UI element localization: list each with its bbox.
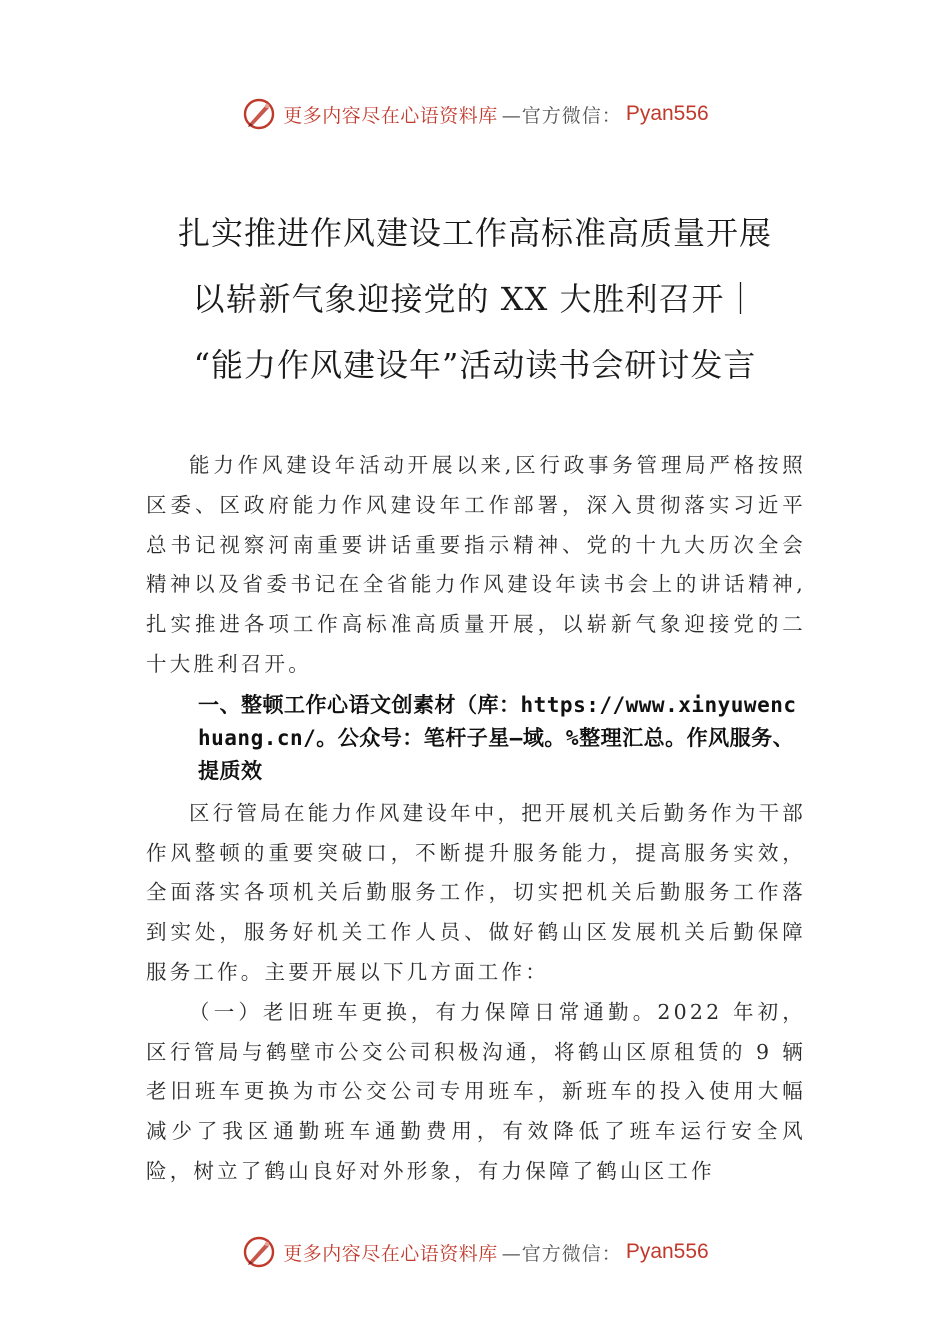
document-title xyxy=(120,200,830,398)
pen-circle-logo-icon xyxy=(241,96,277,132)
section-heading-1: 一、整顿工作心语文创素材（库：https://www.xinyuwenchuang.cn/。公众号：笔杆子星—域。%整理汇总。作风服务、提质效 xyxy=(198,692,797,783)
banner-separator: —官方微信： xyxy=(501,1242,622,1265)
pen-circle-logo-icon xyxy=(241,1234,277,1270)
banner-account: Pyan556 xyxy=(625,1240,709,1263)
banner-text: 更多内容尽在心语资料库 xyxy=(283,104,498,127)
item-1-paragraph: （一）老旧班车更换，有力保障日常通勤。2022 年初，区行管局与鹤壁市公交公司积极沟通，将鹤山区原租赁的 9 辆老旧班车更换为市公交公司专用班车，新班车的投入使用大幅减少了我区通勤班车通勤费用，有效降低了班车运行安全风险，树立了鹤山良好对外形象，有力保障了鹤山区工作 xyxy=(146,999,806,1183)
document-body xyxy=(146,446,806,1192)
title-line-1: 扎实推进作风建设工作高标准高质量开展 xyxy=(177,214,772,252)
banner-separator: —官方微信： xyxy=(501,104,622,127)
title-line-3: “能力作风建设年”活动读书会研讨发言 xyxy=(193,346,757,384)
banner-text: 更多内容尽在心语资料库 xyxy=(283,1242,498,1265)
title-line-2: 以崭新气象迎接党的 XX 大胜利召开｜ xyxy=(192,280,758,318)
banner-account: Pyan556 xyxy=(625,102,709,125)
footer-banner[interactable] xyxy=(0,1232,950,1272)
header-banner[interactable] xyxy=(0,94,950,134)
intro-paragraph: 能力作风建设年活动开展以来,区行政事务管理局严格按照区委、区政府能力作风建设年工作部署，深入贯彻落实习近平总书记视察河南重要讲话重要指示精神、党的十九大历次全会精神以及省委书记在全省能力作风建设年读书会上的讲话精神,扎实推进各项工作高标准高质量开展，以崭新气象迎接党的二十大胜利召开。 xyxy=(146,453,806,676)
section-1-paragraph: 区行管局在能力作风建设年中，把开展机关后勤务作为干部作风整顿的重要突破口，不断提升服务能力，提高服务实效，全面落实各项机关后勤服务工作，切实把机关后勤服务工作落到实处，服务好机关工作人员、做好鹤山区发展机关后勤保障服务工作。主要开展以下几方面工作： xyxy=(146,800,806,984)
